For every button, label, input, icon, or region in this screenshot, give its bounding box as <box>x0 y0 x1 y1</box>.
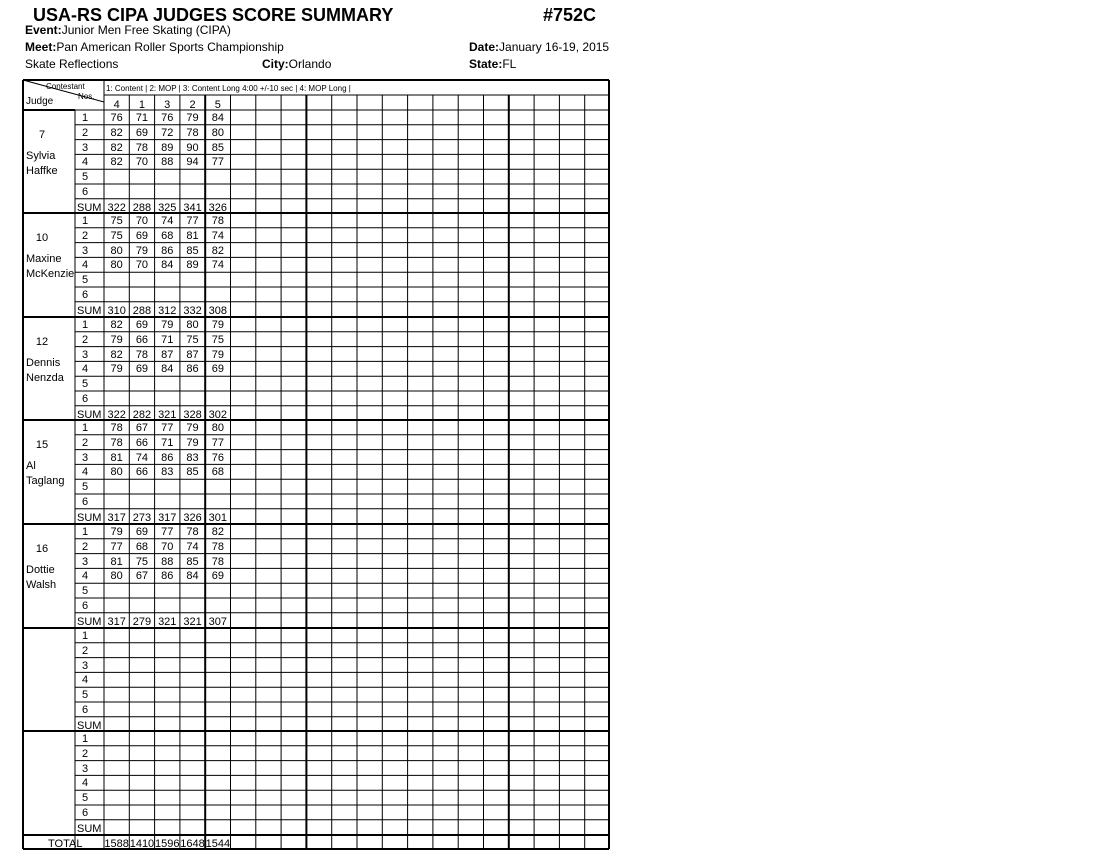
score-cell: 82 <box>110 156 123 169</box>
row-label: 4 <box>81 259 89 272</box>
score-cell: 85 <box>211 141 224 154</box>
score-cell: 78 <box>211 555 224 568</box>
score-cell: 78 <box>110 436 123 449</box>
row-label: 3 <box>81 659 89 672</box>
row-label: 3 <box>81 451 89 464</box>
row-label: 5 <box>81 171 89 184</box>
judge-last-name: Taglang <box>26 475 65 487</box>
sum-cell: 282 <box>132 409 152 421</box>
row-label: 2 <box>81 540 89 553</box>
score-cell: 77 <box>211 156 224 169</box>
sum-label: SUM <box>77 409 102 421</box>
score-cell: 81 <box>110 451 123 464</box>
sum-cell: 326 <box>183 512 202 524</box>
row-label: 2 <box>81 333 89 346</box>
score-cell: 82 <box>110 348 123 361</box>
sum-cell: 301 <box>208 512 228 524</box>
score-cell: 86 <box>161 570 174 583</box>
row-label: 4 <box>81 674 89 687</box>
sum-cell: 341 <box>183 202 202 214</box>
score-cell: 72 <box>161 126 174 139</box>
judge-number: 12 <box>35 336 49 348</box>
city-value: Orlando <box>288 57 332 71</box>
score-cell: 79 <box>186 112 199 124</box>
row-label: 5 <box>81 378 89 391</box>
row-label: 1 <box>81 215 89 227</box>
row-label: 1 <box>81 526 89 538</box>
row-label: 4 <box>81 570 89 583</box>
score-cell: 68 <box>211 466 224 479</box>
contestant-number: 3 <box>164 99 171 111</box>
score-cell: 75 <box>211 333 224 346</box>
date-label: Date: <box>469 40 500 54</box>
score-cell: 71 <box>161 333 174 346</box>
sum-cell: 322 <box>107 409 126 421</box>
row-label: 2 <box>81 126 89 139</box>
row-label: 2 <box>81 229 89 242</box>
score-cell: 74 <box>211 259 224 272</box>
score-cell: 69 <box>135 363 149 376</box>
legend: 1: Content | 2: MOP | 3: Content Long 4:00 +/-10 sec | 4: MOP Long | <box>106 84 351 93</box>
row-label: 4 <box>81 363 89 376</box>
score-cell: 78 <box>211 540 224 553</box>
score-cell: 77 <box>161 526 174 538</box>
sum-cell: 321 <box>183 616 202 628</box>
score-cell: 76 <box>110 112 123 124</box>
score-cell: 79 <box>110 363 123 376</box>
score-cell: 69 <box>135 526 149 538</box>
row-label: 5 <box>81 274 89 287</box>
row-label: 3 <box>81 141 89 154</box>
judge-number: 10 <box>35 232 49 244</box>
sum-cell: 288 <box>132 202 152 214</box>
row-label: 3 <box>81 762 89 775</box>
row-label: 2 <box>81 436 89 449</box>
corner-nos: Nos. <box>78 92 95 101</box>
sum-cell: 328 <box>183 409 202 421</box>
row-label: 6 <box>81 496 89 508</box>
score-cell: 78 <box>135 141 149 154</box>
score-cell: 69 <box>211 570 224 583</box>
sum-cell: 326 <box>208 202 228 214</box>
sum-cell: 325 <box>158 202 177 214</box>
row-label: 1 <box>81 422 89 434</box>
sum-cell: 312 <box>158 305 177 317</box>
score-cell: 81 <box>110 555 123 568</box>
contestant-number: 5 <box>214 99 221 111</box>
sum-cell: 308 <box>208 305 228 317</box>
score-cell: 79 <box>211 348 224 361</box>
score-cell: 85 <box>186 244 199 257</box>
row-label: 5 <box>81 689 89 702</box>
score-cell: 78 <box>211 215 224 227</box>
total-cell: 1544 <box>205 838 231 850</box>
score-cell: 75 <box>110 229 123 242</box>
score-cell: 80 <box>211 422 224 434</box>
score-cell: 79 <box>186 436 199 449</box>
total-cell: 1648 <box>180 838 205 850</box>
row-label: 1 <box>81 630 89 642</box>
score-cell: 74 <box>211 229 224 242</box>
sum-label: SUM <box>77 202 102 214</box>
score-cell: 69 <box>135 319 149 331</box>
city-label: City: <box>262 57 289 71</box>
state-value: FL <box>502 57 517 71</box>
score-cell: 67 <box>135 422 149 434</box>
sum-cell: 322 <box>107 202 126 214</box>
score-cell: 79 <box>211 319 224 331</box>
score-cell: 74 <box>161 215 174 227</box>
score-cell: 68 <box>135 540 149 553</box>
total-cell: 1596 <box>155 838 180 850</box>
judge-last-name: Haffke <box>26 165 58 177</box>
score-cell: 69 <box>135 229 149 242</box>
row-label: 3 <box>81 555 89 568</box>
judge-last-name: Nenzda <box>26 372 64 384</box>
sum-cell: 317 <box>158 512 177 524</box>
score-cell: 83 <box>161 466 174 479</box>
score-cell: 84 <box>161 363 174 376</box>
score-cell: 82 <box>211 244 224 257</box>
score-cell: 69 <box>135 126 149 139</box>
sum-label: SUM <box>77 616 102 628</box>
score-cell: 78 <box>110 422 123 434</box>
sum-cell: 321 <box>158 616 177 628</box>
judge-last-name: Walsh <box>26 579 57 591</box>
row-label: 6 <box>81 289 89 301</box>
score-cell: 80 <box>110 259 123 272</box>
score-cell: 81 <box>186 229 199 242</box>
score-cell: 84 <box>211 112 224 124</box>
judge-first-name: Sylvia <box>26 150 56 162</box>
score-cell: 71 <box>161 436 174 449</box>
sum-label: SUM <box>77 512 102 524</box>
sum-cell: 288 <box>132 305 152 317</box>
row-label: 6 <box>81 186 89 198</box>
state-label: State: <box>469 57 503 71</box>
row-label: 6 <box>81 704 89 716</box>
score-cell: 90 <box>186 141 199 154</box>
total-label: TOTAL <box>48 838 83 850</box>
row-label: 1 <box>81 733 89 745</box>
row-label: 1 <box>81 112 89 124</box>
date-value: January 16-19, 2015 <box>499 40 610 54</box>
event-label: Event: <box>25 23 62 37</box>
sum-cell: 302 <box>208 409 228 421</box>
row-label: 6 <box>81 600 89 612</box>
score-cell: 89 <box>186 259 199 272</box>
score-cell: 78 <box>135 348 149 361</box>
page-title: USA-RS CIPA JUDGES SCORE SUMMARY <box>33 5 394 25</box>
score-cell: 87 <box>161 348 174 361</box>
total-cell: 1588 <box>104 838 129 850</box>
score-cell: 88 <box>161 156 174 169</box>
score-cell: 82 <box>211 526 224 538</box>
score-cell: 86 <box>161 451 174 464</box>
sum-cell: 317 <box>107 512 126 524</box>
judge-number: 7 <box>38 129 46 141</box>
sum-cell: 317 <box>107 616 126 628</box>
score-cell: 78 <box>186 126 199 139</box>
score-cell: 79 <box>161 319 174 331</box>
meet-label: Meet: <box>25 40 57 54</box>
score-cell: 88 <box>161 555 174 568</box>
score-cell: 80 <box>110 570 123 583</box>
score-cell: 75 <box>110 215 123 227</box>
judge-first-name: Maxine <box>26 253 62 265</box>
venue: Skate Reflections <box>25 57 119 71</box>
score-cell: 79 <box>135 244 149 257</box>
contestant-number: 1 <box>138 99 145 111</box>
sum-label: SUM <box>77 305 102 317</box>
score-cell: 85 <box>186 466 199 479</box>
judge-first-name: Dennis <box>26 357 61 369</box>
row-label: 3 <box>81 244 89 257</box>
contestant-number: 4 <box>113 99 120 111</box>
contestant-number: 2 <box>189 99 196 111</box>
score-cell: 86 <box>161 244 174 257</box>
row-label: 3 <box>81 348 89 361</box>
sum-cell: 307 <box>208 616 228 628</box>
score-cell: 70 <box>135 215 149 227</box>
sum-cell: 279 <box>132 616 152 628</box>
row-label: 4 <box>81 466 89 479</box>
score-cell: 67 <box>135 570 149 583</box>
score-cell: 69 <box>211 363 224 376</box>
score-cell: 70 <box>161 540 174 553</box>
score-cell: 84 <box>161 259 174 272</box>
score-cell: 86 <box>186 363 199 376</box>
score-cell: 77 <box>110 540 123 553</box>
row-label: 4 <box>81 777 89 790</box>
score-cell: 89 <box>161 141 174 154</box>
sum-cell: 321 <box>158 409 177 421</box>
row-label: 5 <box>81 481 89 494</box>
row-label: 2 <box>81 644 89 657</box>
judge-last-name: McKenzie <box>26 268 75 280</box>
total-cell: 1410 <box>129 838 155 850</box>
sum-label: SUM <box>77 823 102 835</box>
score-cell: 76 <box>211 451 224 464</box>
row-label: 5 <box>81 792 89 805</box>
score-cell: 75 <box>186 333 199 346</box>
judge-first-name: Al <box>26 460 36 472</box>
score-cell: 66 <box>135 333 149 346</box>
judge-first-name: Dottie <box>26 564 55 576</box>
score-cell: 79 <box>110 333 123 346</box>
judge-number: 15 <box>35 439 49 451</box>
score-cell: 80 <box>110 244 123 257</box>
score-cell: 71 <box>135 112 149 124</box>
score-cell: 83 <box>186 451 199 464</box>
score-cell: 66 <box>135 436 149 449</box>
score-cell: 77 <box>211 436 224 449</box>
sum-cell: 273 <box>132 512 152 524</box>
row-label: 5 <box>81 585 89 598</box>
corner-contestant: Contestant <box>46 82 85 91</box>
score-cell: 79 <box>186 422 199 434</box>
score-cell: 74 <box>135 451 149 464</box>
sum-cell: 310 <box>107 305 126 317</box>
meet-value: Pan American Roller Sports Championship <box>56 40 284 54</box>
score-cell: 85 <box>186 555 199 568</box>
form-number: #752C <box>543 5 597 25</box>
score-cell: 82 <box>110 319 123 331</box>
row-label: 2 <box>81 747 89 760</box>
score-cell: 94 <box>186 156 199 169</box>
score-cell: 80 <box>211 126 224 139</box>
sum-label: SUM <box>77 720 102 732</box>
score-cell: 70 <box>135 259 149 272</box>
score-cell: 76 <box>161 112 174 124</box>
score-cell: 82 <box>110 141 123 154</box>
score-cell: 77 <box>161 422 174 434</box>
score-cell: 77 <box>186 215 199 227</box>
event-value: Junior Men Free Skating (CIPA) <box>61 23 231 37</box>
score-cell: 75 <box>135 555 149 568</box>
score-cell: 84 <box>186 570 199 583</box>
score-cell: 87 <box>186 348 199 361</box>
score-cell: 68 <box>161 229 174 242</box>
score-cell: 80 <box>186 319 199 331</box>
score-cell: 79 <box>110 526 123 538</box>
sum-cell: 332 <box>183 305 202 317</box>
score-cell: 78 <box>186 526 199 538</box>
score-cell: 74 <box>186 540 199 553</box>
row-label: 6 <box>81 807 89 819</box>
score-cell: 66 <box>135 466 149 479</box>
row-label: 6 <box>81 393 89 405</box>
row-label: 4 <box>81 156 89 169</box>
score-cell: 70 <box>135 156 149 169</box>
judge-number: 16 <box>35 543 49 555</box>
row-label: 1 <box>81 319 89 331</box>
score-cell: 80 <box>110 466 123 479</box>
score-cell: 82 <box>110 126 123 139</box>
corner-judge: Judge <box>26 96 54 107</box>
